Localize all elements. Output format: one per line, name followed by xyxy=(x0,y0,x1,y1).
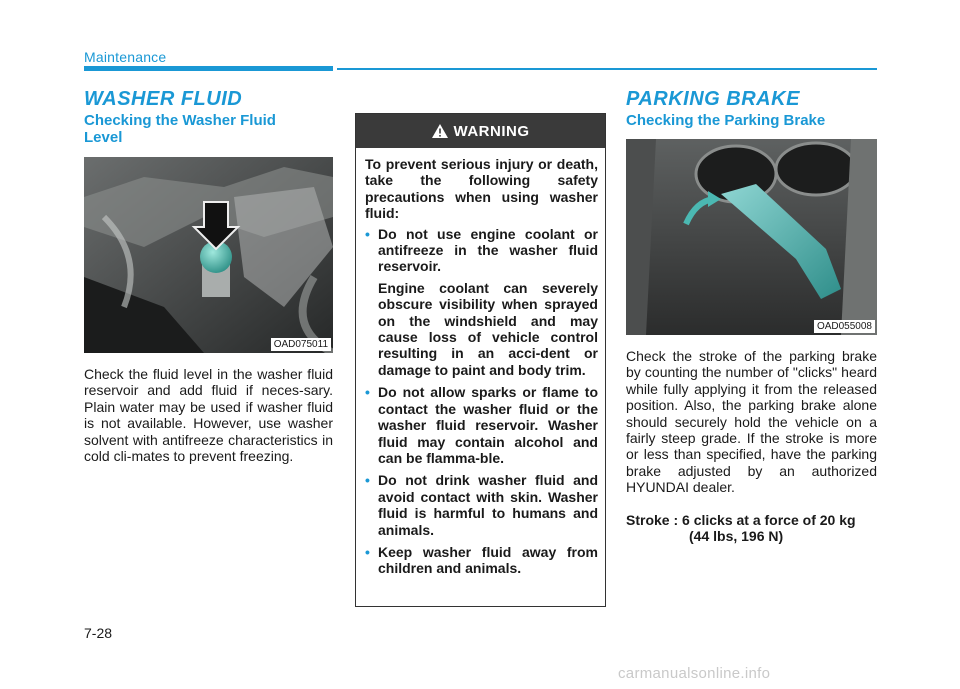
washer-fluid-subtitle: Checking the Washer Fluid Level xyxy=(84,112,276,146)
page-number: 7-28 xyxy=(84,625,113,641)
stroke-spec: Stroke : 6 clicks at a force of 20 kg (44 lbs, 196 N) xyxy=(626,512,856,545)
engine-bay-photo xyxy=(84,157,333,353)
watermark: carmanualsonline.info xyxy=(618,665,771,682)
warning-header xyxy=(356,114,605,148)
warning-item: • Do not use engine coolant or antifreeze in the washer fluid reservoir. Engine coolant can severely obscure visibility when sprayed on the windshield and may cause loss of vehicle control resulting in an acci-dent or damage to paint and body trim. xyxy=(365,225,598,378)
parking-brake-body: Check the stroke of the parking brake by counting the number of "clicks" heard while fully applying it from the released position. Also, the parking brake alone should securely hold the vehicle on a fairly steep grade. If the stroke is more or less than specified, have the parking brake adjusted by an authorized HYUNDAI dealer. xyxy=(626,348,877,496)
image-caption: OAD075011 xyxy=(271,338,331,351)
header-rule xyxy=(337,68,877,70)
section-label: Maintenance xyxy=(84,49,167,65)
warning-item: • Do not drink washer fluid and avoid contact with skin. Washer fluid is harmful to humans and animals. xyxy=(365,472,598,538)
engine-bay-illustration xyxy=(84,157,333,353)
warning-triangle-icon xyxy=(432,124,448,138)
washer-fluid-title: WASHER FLUID xyxy=(84,88,243,110)
parking-brake-photo xyxy=(626,139,877,335)
warning-item-detail: Engine coolant can severely obscure visibility when sprayed on the windshield and may cause loss of vehicle control resulting in an acci-dent or damage to paint and body trim. xyxy=(378,279,598,378)
warning-heading: WARNING xyxy=(453,122,530,140)
warning-box xyxy=(355,113,606,607)
image-caption: OAD055008 xyxy=(814,320,875,333)
parking-brake-illustration xyxy=(626,139,877,335)
warning-item: • Keep washer fluid away from children and animals. xyxy=(365,543,598,577)
washer-fluid-body: Check the fluid level in the washer fluid reservoir and add fluid if neces-sary. Plain water may be used if washer fluid is not available. However, use washer solvent with antifreeze characteristics in cold cli-mates to prevent freezing. xyxy=(84,366,333,465)
header-rule-accent xyxy=(84,66,333,71)
parking-brake-title: PARKING BRAKE xyxy=(626,88,800,110)
warning-intro: To prevent serious injury or death, take the following safety precautions when using washer fluid: xyxy=(365,156,598,222)
warning-item: • Do not allow sparks or flame to contact the washer fluid or the washer fluid reservoir. Washer fluid may contain alcohol and can be flamma-ble. xyxy=(365,384,598,466)
parking-brake-subtitle: Checking the Parking Brake xyxy=(626,112,826,129)
